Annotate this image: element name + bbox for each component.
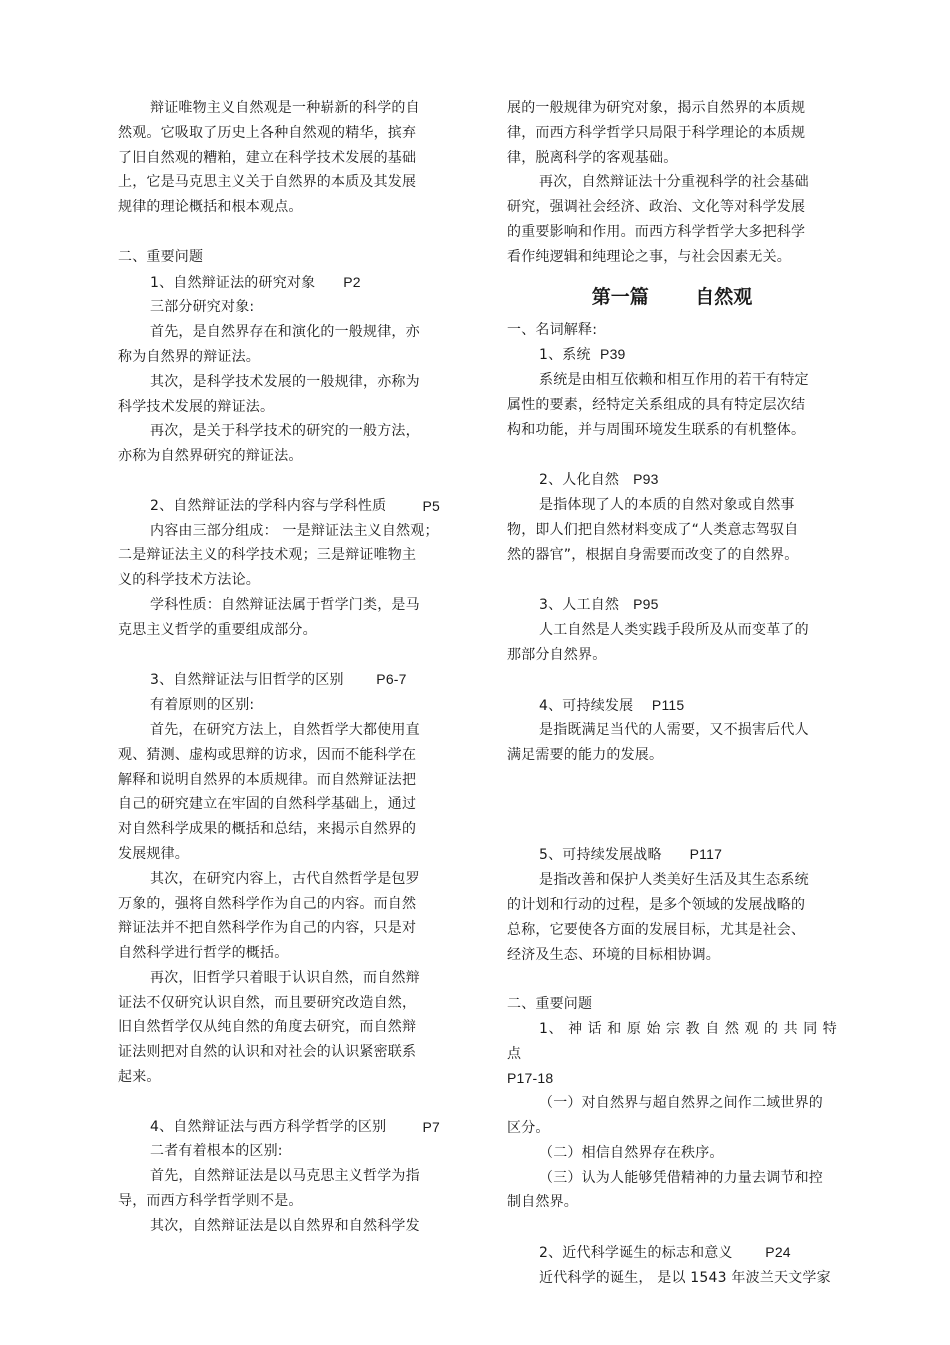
question-title: 2、自然辩证法的学科内容与学科性质 bbox=[150, 497, 387, 514]
section-heading: 二、重要问题 bbox=[118, 248, 204, 265]
body-line: 其次，是科学技术发展的一般规律，亦称为 bbox=[150, 373, 420, 390]
body-line: 发展规律。 bbox=[118, 845, 189, 862]
body-line: 导，而西方科学哲学则不是。 bbox=[118, 1193, 303, 1210]
body-line: 满足需要的能力的发展。 bbox=[507, 747, 664, 764]
body-line: 研究，强调社会经济、政治、文化等对科学发展 bbox=[507, 199, 806, 216]
intro-line: 规律的理论概括和根本观点。 bbox=[118, 199, 303, 216]
question-title: 2、近代科学诞生的标志和意义 bbox=[539, 1245, 733, 1262]
question-title: 4、自然辩证法与西方科学哲学的区别 bbox=[150, 1118, 387, 1135]
intro-line: 然观。它吸取了历史上各种自然观的精华，摈弃 bbox=[118, 124, 417, 141]
page-ref: P117 bbox=[689, 846, 723, 863]
body-line: 其次，在研究内容上，古代自然哲学是包罗 bbox=[150, 870, 420, 887]
body-line: 有着原则的区别: bbox=[150, 697, 255, 714]
body-line: 观、猜测、虚构或思辩的访求，因而不能科学在 bbox=[118, 746, 417, 763]
body-line: 亦称为自然界研究的辩证法。 bbox=[118, 448, 303, 465]
page-ref: P95 bbox=[633, 596, 659, 613]
body-line: 万象的，强将自然科学作为自己的内容。而自然 bbox=[118, 895, 417, 912]
body-line: 证法不仅研究认识自然，而且要研究改造自然， bbox=[118, 994, 417, 1011]
body-line: 自然科学进行哲学的概括。 bbox=[118, 945, 289, 962]
body-line: 然的器官”，根据自身需要而改变了的自然界。 bbox=[507, 546, 799, 563]
term-heading bbox=[507, 342, 837, 368]
question-heading: 1、 神 话 和 原 始 宗 教 自 然 观 的 共 同 特 点 bbox=[507, 1020, 837, 1062]
question-heading bbox=[118, 1115, 440, 1140]
body-line: 再次，自然辩证法十分重视科学的社会基础 bbox=[539, 174, 809, 191]
body-line: 克思主义哲学的重要组成部分。 bbox=[118, 621, 317, 638]
body-line: 总称，它要使各方面的发展目标，尤其是社会、 bbox=[507, 921, 806, 938]
term-heading bbox=[507, 592, 837, 618]
term-title: 1、系统 bbox=[539, 347, 591, 364]
body-line: 其次，自然辩证法是以自然界和自然科学发 bbox=[150, 1217, 420, 1234]
body-line: 称为自然界的辩证法。 bbox=[118, 348, 260, 365]
body-line: 是指改善和保护人类美好生活及其生态系统 bbox=[539, 872, 809, 889]
page-ref: P2 bbox=[343, 273, 361, 290]
page-ref: P39 bbox=[600, 346, 626, 363]
intro-line: 辩证唯物主义自然观是一种崭新的科学的自 bbox=[150, 100, 420, 116]
part-title: 第一篇 自然观 bbox=[591, 285, 753, 308]
body-line: 起来。 bbox=[118, 1069, 161, 1086]
term-title: 4、可持续发展 bbox=[539, 697, 634, 714]
body-line: 三部分研究对象: bbox=[150, 299, 255, 316]
body-line: 二是辩证法主义的科学技术观；三是辩证唯物主 bbox=[118, 547, 417, 564]
left-column bbox=[118, 96, 440, 1239]
body-line: 律，而西方科学哲学只局限于科学理论的本质规 bbox=[507, 124, 806, 141]
body-line: 物，即人们把自然材料变成了“人类意志驾驭自 bbox=[507, 521, 799, 538]
body-line: 旧自然哲学仅从纯自然的角度去研究，而自然辩 bbox=[118, 1019, 417, 1036]
question-title: 1、自然辩证法的研究对象 bbox=[150, 274, 316, 291]
question-heading bbox=[507, 1240, 837, 1266]
term-title: 2、人化自然 bbox=[539, 472, 620, 489]
body-line: 属性的要素，经特定关系组成的具有特定层次结 bbox=[507, 396, 806, 413]
body-line: 构和功能，并与周围环境发生联系的有机整体。 bbox=[507, 421, 806, 438]
body-line: 区分。 bbox=[507, 1120, 550, 1137]
body-line: 那部分自然界。 bbox=[507, 646, 607, 663]
body-line: 是指既满足当代的人需要，又不损害后代人 bbox=[539, 722, 809, 739]
section-heading: 一、名词解释: bbox=[507, 321, 598, 338]
body-line: 再次，是关于科学技术的研究的一般方法， bbox=[150, 423, 420, 440]
page-ref: P17-18 bbox=[507, 1070, 554, 1087]
body-line: （二）相信自然界存在秩序。 bbox=[539, 1144, 724, 1161]
body-line: 是指体现了人的本质的自然对象或自然事 bbox=[539, 497, 795, 514]
page-ref: P7 bbox=[422, 1118, 440, 1135]
term-heading bbox=[507, 467, 837, 493]
page-ref: P24 bbox=[765, 1244, 791, 1261]
question-title: 3、自然辩证法与旧哲学的区别 bbox=[150, 672, 344, 689]
section-heading: 二、重要问题 bbox=[507, 996, 593, 1013]
body-line: 近代科学的诞生， 是以 1543 年波兰天文学家 bbox=[539, 1269, 831, 1286]
body-line: 展的一般规律为研究对象，揭示自然界的本质规 bbox=[507, 100, 806, 116]
intro-line: 了旧自然观的糟粕，建立在科学技术发展的基础 bbox=[118, 149, 417, 166]
body-line: 解释和说明自然界的本质规律。而自然辩证法把 bbox=[118, 771, 417, 788]
body-line: 科学技术发展的辩证法。 bbox=[118, 398, 275, 415]
body-line: 制自然界。 bbox=[507, 1194, 578, 1211]
term-heading bbox=[507, 842, 837, 868]
body-line: 的重要影响和作用。而西方科学哲学大多把科学 bbox=[507, 223, 806, 240]
body-line: （一）对自然界与超自然界之间作二域世界的 bbox=[539, 1095, 823, 1112]
page-ref: P5 bbox=[422, 497, 440, 514]
body-line: 对自然科学成果的概括和总结，来揭示自然界的 bbox=[118, 821, 417, 838]
page-ref: P93 bbox=[633, 471, 659, 488]
body-line: 证法则把对自然的认识和对社会的认识紧密联系 bbox=[118, 1044, 417, 1061]
right-column bbox=[507, 96, 837, 1291]
body-line: 系统是由相互依赖和相互作用的若干有特定 bbox=[539, 372, 809, 389]
body-line: 再次，旧哲学只着眼于认识自然，而自然辩 bbox=[150, 969, 420, 986]
term-title: 5、可持续发展战略 bbox=[539, 847, 662, 864]
page-ref: P6-7 bbox=[376, 671, 407, 688]
body-line: 首先，是自然界存在和演化的一般规律，亦 bbox=[150, 324, 420, 341]
body-line: 辩证法并不把自然科学作为自己的内容，只是对 bbox=[118, 920, 417, 937]
question-heading bbox=[118, 494, 440, 519]
body-line: 学科性质：自然辩证法属于哲学门类，是马 bbox=[150, 596, 420, 613]
term-heading bbox=[507, 693, 837, 719]
body-line: 看作纯逻辑和纯理论之事，与社会因素无关。 bbox=[507, 248, 791, 265]
body-line: 的计划和行动的过程，是多个领域的发展战略的 bbox=[507, 896, 806, 913]
body-line: 首先，自然辩证法是以马克思主义哲学为指 bbox=[150, 1168, 420, 1185]
body-line: （三）认为人能够凭借精神的力量去调节和控 bbox=[539, 1169, 823, 1186]
body-line: 律，脱离科学的客观基础。 bbox=[507, 149, 678, 166]
body-line: 人工自然是人类实践手段所及从而变革了的 bbox=[539, 622, 809, 639]
body-line: 首先，在研究方法上，自然哲学大都使用直 bbox=[150, 721, 420, 738]
page-ref: P115 bbox=[651, 696, 685, 713]
body-line: 义的科学技术方法论。 bbox=[118, 572, 260, 589]
body-line: 内容由三部分组成： 一是辩证法主义自然观； bbox=[150, 522, 439, 539]
question-heading bbox=[118, 667, 440, 693]
question-heading bbox=[118, 270, 440, 296]
intro-line: 上，它是马克思主义关于自然界的本质及其发展 bbox=[118, 174, 417, 191]
body-line: 二者有着根本的区别: bbox=[150, 1143, 283, 1160]
body-line: 自己的研究建立在牢固的自然科学基础上，通过 bbox=[118, 796, 417, 813]
body-line: 经济及生态、环境的目标相协调。 bbox=[507, 946, 720, 963]
term-title: 3、人工自然 bbox=[539, 597, 620, 614]
